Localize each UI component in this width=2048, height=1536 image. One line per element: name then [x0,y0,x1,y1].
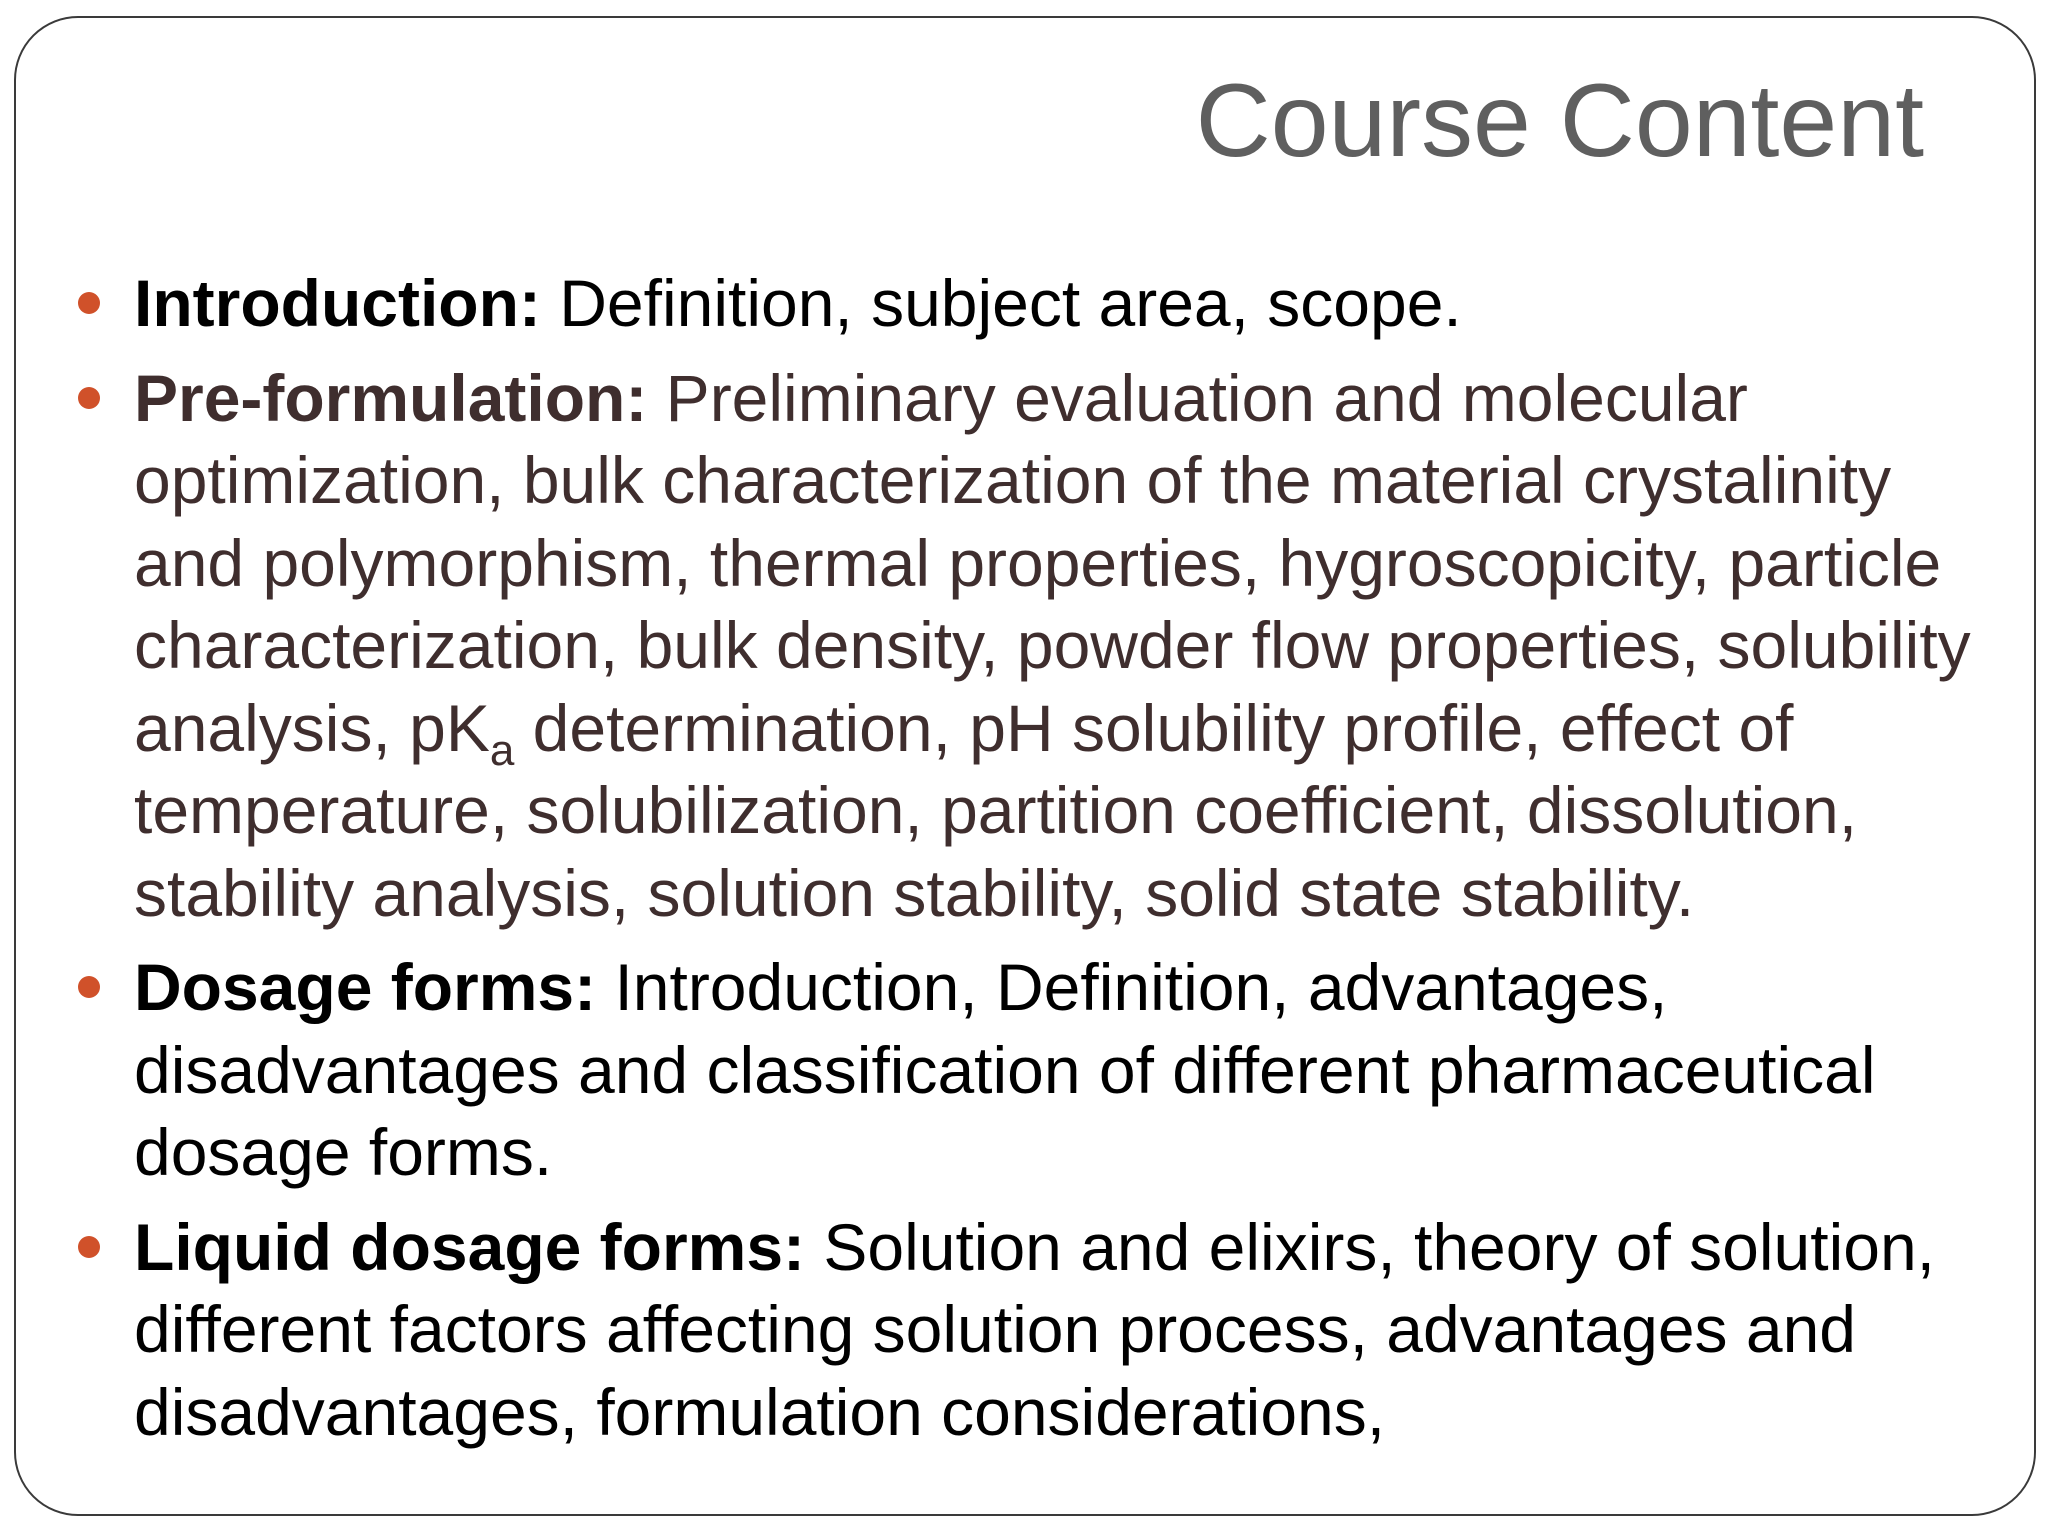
subscript-a: a [489,725,515,775]
slide-title: Course Content [1195,63,1924,179]
bullet-body: Introduction, Definition, advantages, disadvantages and classification of different pharmaceutical dosage forms. [134,950,1876,1189]
bullet-introduction [16,262,1996,345]
bullet-body: Definition, subject area, scope. [540,266,1462,340]
bullet-lead: Liquid dosage forms: [134,1209,806,1284]
bullet-dot-icon [78,387,100,409]
bullet-body-part1: Preliminary evaluation and molecular optimization, bulk characterization of the material crystalinity and polymorphism, thermal properties, hygroscopicity, particle characterization, bulk density, powder flow properties, solubility analysis, pK [134,360,1971,765]
bullet-dot-icon [78,976,100,998]
bullet-body-part2: determination, pH solubility profile, effect of temperature, solubilization, partition coefficient, dissolution, stability analysis, solution stability, solid state stability. [134,690,1858,930]
bullet-body: Solution and elixirs, theory of solution, different factors affecting solution process, advantages and disadvantages, formulation considerations, [134,1209,1935,1449]
bullet-list [16,262,1996,1465]
bullet-lead: Introduction: [134,266,541,340]
bullet-dot-icon [78,292,100,314]
bullet-dot-icon [78,1236,100,1258]
bullet-pre-formulation [16,357,1996,935]
bullet-liquid-dosage-forms [16,1206,1996,1454]
slide-frame [14,16,2036,1516]
bullet-lead: Pre-formulation: [134,360,648,435]
bullet-lead: Dosage forms: [134,950,597,1024]
bullet-dosage-forms [16,946,1996,1194]
